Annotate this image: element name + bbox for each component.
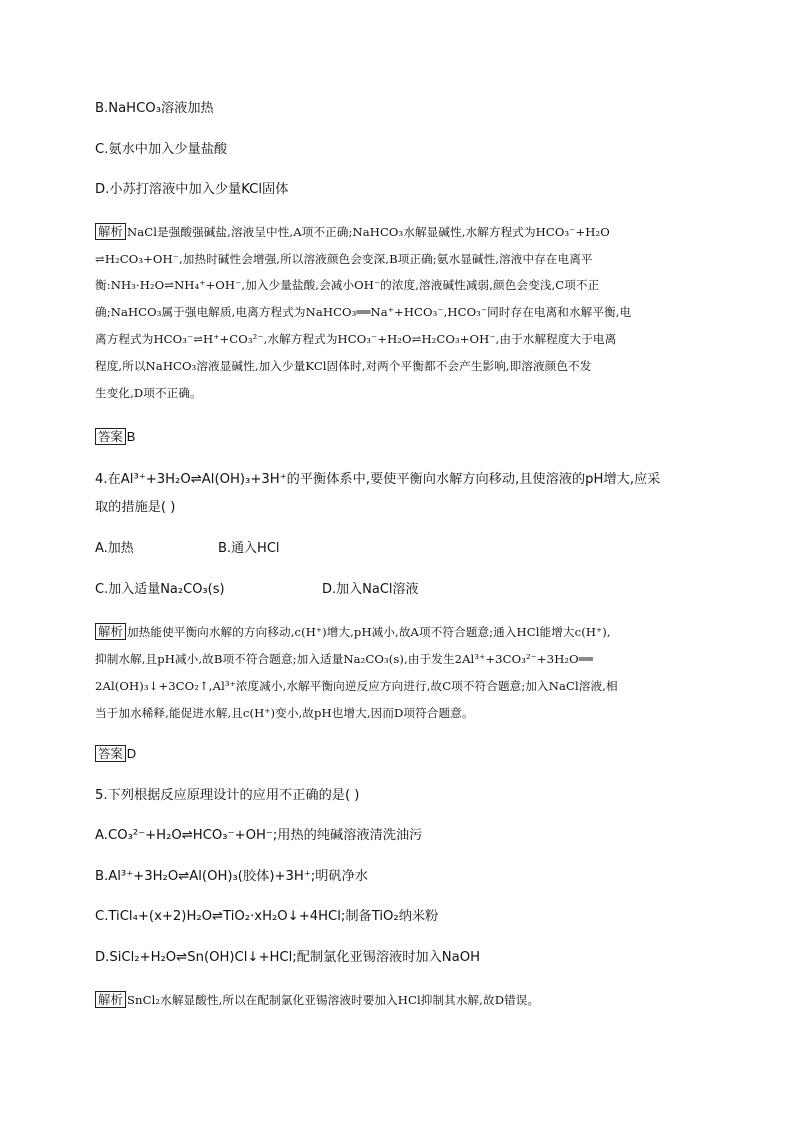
q5-option-a: A.CO₃²⁻+H₂O⇌HCO₃⁻+OH⁻;用热的纯碱溶液清洗油污 — [95, 828, 423, 843]
analysis-3-line-6: 程度,所以NaHCO₃溶液显碱性,加入少量KCl固体时,对两个平衡都不会产生影响,即溶液颜色不发 — [95, 359, 592, 373]
analysis-3-line-5: 离方程式为HCO₃⁻⇌H⁺+CO₃²⁻,水解方程式为HCO₃⁻+H₂O⇌H₂CO₃+OH⁻,由于水解程度大于电离 — [95, 332, 617, 346]
analysis-4-line-4: 当于加水稀释,能促进水解,且c(H⁺)变小,故pH也增大,因而D项符合题意。 — [95, 706, 474, 720]
q5-stem: 5.下列根据反应原理设计的应用不正确的是( ) — [95, 788, 360, 803]
analysis-tag: 解析 — [95, 991, 126, 1008]
q4-option-a: A.加热 — [95, 541, 134, 556]
q5-option-d: D.SiCl₂+H₂O⇌Sn(OH)Cl↓+HCl;配制氯化亚锡溶液时加入NaOH — [95, 950, 481, 965]
analysis-3-line-2: ⇌H₂CO₃+OH⁻,加热时碱性会增强,所以溶液颜色会变深,B项正确;氨水显碱性,溶液中存在电离平 — [95, 252, 593, 266]
analysis-3-line-7: 生变化,D项不正确。 — [95, 386, 202, 400]
answer-4 — [95, 745, 136, 764]
answer-tag: 答案 — [95, 428, 126, 445]
q3-option-b: B.NaHCO₃溶液加热 — [95, 101, 214, 116]
analysis-3-line-1: 解析 NaCl是强酸强碱盐,溶液呈中性,A项不正确;NaHCO₃水解显碱性,水解方程式为HCO₃⁻+H₂O — [95, 223, 610, 241]
answer-3 — [95, 428, 135, 447]
q4-stem-line-2: 取的措施是( ) — [95, 500, 176, 515]
q5-option-c: C.TiCl₄+(x+2)H₂O⇌TiO₂·xH₂O↓+4HCl;制备TiO₂纳米粉 — [95, 909, 439, 924]
analysis-4-line-1: 解析 加热能使平衡向水解的方向移动,c(H⁺)增大,pH减小,故A项不符合题意;通入HCl能增大c(H⁺), — [95, 623, 611, 641]
analysis-tag: 解析 — [95, 223, 126, 240]
q4-stem-line-1: 4.在Al³⁺+3H₂O⇌Al(OH)₃+3H⁺的平衡体系中,要使平衡向水解方向移动,且使溶液的pH增大,应采 — [95, 472, 661, 487]
analysis-3-line-4: 确;NaHCO₃属于强电解质,电离方程式为NaHCO₃══Na⁺+HCO₃⁻,HCO₃⁻同时存在电离和水解平衡,电 — [95, 305, 632, 319]
q5-option-b: B.Al³⁺+3H₂O⇌Al(OH)₃(胶体)+3H⁺;明矾净水 — [95, 869, 368, 884]
analysis-4-line-2: 抑制水解,且pH减小,故B项不符合题意;加入适量Na₂CO₃(s),由于发生2Al³⁺+3CO₃²⁻+3H₂O══ — [95, 652, 593, 666]
analysis-tag: 解析 — [95, 623, 126, 640]
q4-option-c: C.加入适量Na₂CO₃(s) — [95, 582, 225, 597]
analysis-3-line-3: 衡:NH₃·H₂O⇌NH₄⁺+OH⁻,加入少量盐酸,会减小OH⁻的浓度,溶液碱性减弱,颜色会变浅,C项不正 — [95, 278, 600, 292]
q3-option-c: C.氨水中加入少量盐酸 — [95, 142, 228, 157]
q4-option-b: B.通入HCl — [218, 541, 280, 556]
answer-tag: 答案 — [95, 745, 126, 762]
q3-option-d: D.小苏打溶液中加入少量KCl固体 — [95, 182, 289, 197]
answer-value: D — [126, 746, 137, 761]
q4-option-d: D.加入NaCl溶液 — [322, 582, 419, 597]
answer-value: B — [126, 429, 136, 444]
analysis-4-line-3: 2Al(OH)₃↓+3CO₂↑,Al³⁺浓度减小,水解平衡向逆反应方向进行,故C项不符合题意;加入NaCl溶液,相 — [95, 679, 618, 693]
analysis-5-line-1: 解析 SnCl₂水解显酸性,所以在配制氯化亚锡溶液时要加入HCl抑制其水解,故D错误。 — [95, 991, 539, 1009]
